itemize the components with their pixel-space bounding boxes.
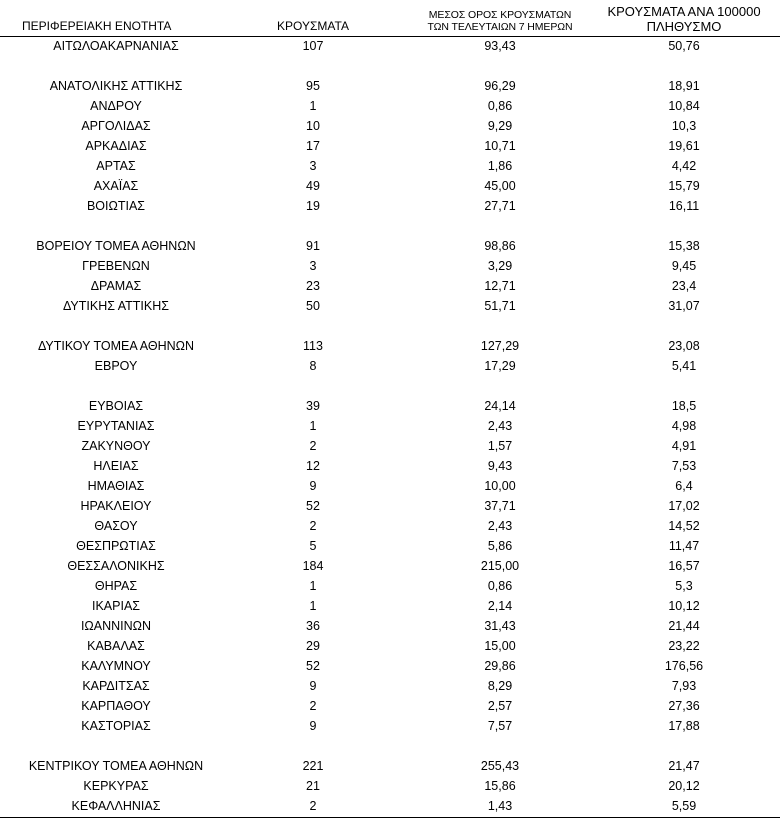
cases-cell: 21 [306, 779, 320, 793]
table-row [0, 396, 780, 416]
cases-cell: 19 [306, 199, 320, 213]
cases-cell: 39 [306, 399, 320, 413]
cases-cell: 1 [309, 99, 317, 113]
per100k-cell: 7,93 [671, 679, 697, 693]
per100k-cell: 5,3 [675, 579, 693, 593]
header-region: ΠΕΡΙΦΕΡΕΙΑΚΗ ΕΝΟΤΗΤΑ [22, 19, 172, 33]
table-row [0, 456, 780, 476]
per100k-cell: 20,12 [668, 779, 700, 793]
per100k-cell: 31,07 [668, 299, 700, 313]
per100k-cell: 18,91 [668, 79, 700, 93]
region-cell: ΒΟΙΩΤΙΑΣ [86, 199, 146, 213]
per100k-cell: 10,3 [671, 119, 697, 133]
region-cell: ΑΝΔΡΟΥ [90, 99, 142, 113]
cases-cell: 2 [309, 799, 317, 813]
region-cell: ΚΑΒΑΛΑΣ [87, 639, 145, 653]
table-row [0, 676, 780, 696]
region-cell: ΑΡΓΟΛΙΔΑΣ [81, 119, 151, 133]
avg7-cell: 8,29 [487, 679, 513, 693]
per100k-cell: 7,53 [671, 459, 697, 473]
table-row [0, 336, 780, 356]
avg7-cell: 15,00 [484, 639, 516, 653]
table-row [0, 796, 780, 816]
region-cell: ΚΑΡΔΙΤΣΑΣ [82, 679, 150, 693]
region-cell: ΑΙΤΩΛΟΑΚΑΡΝΑΝΙΑΣ [53, 39, 179, 53]
spacer-row [0, 736, 780, 756]
region-cell: ΕΥΡΥΤΑΝΙΑΣ [77, 419, 155, 433]
per100k-cell: 15,38 [668, 239, 700, 253]
avg7-cell: 9,43 [487, 459, 513, 473]
table-row [0, 96, 780, 116]
avg7-cell: 15,86 [484, 779, 516, 793]
avg7-cell: 3,29 [487, 259, 513, 273]
avg7-cell: 10,71 [484, 139, 516, 153]
cases-cell: 5 [309, 539, 317, 553]
region-cell: ΓΡΕΒΕΝΩΝ [82, 259, 150, 273]
avg7-cell: 1,86 [487, 159, 513, 173]
avg7-cell: 37,71 [484, 499, 516, 513]
region-cell: ΖΑΚΥΝΘΟΥ [81, 439, 151, 453]
per100k-cell: 9,45 [671, 259, 697, 273]
region-cell: ΕΥΒΟΙΑΣ [88, 399, 144, 413]
cases-cell: 49 [306, 179, 320, 193]
avg7-cell: 7,57 [487, 719, 513, 733]
table-row [0, 36, 780, 56]
per100k-cell: 17,88 [668, 719, 700, 733]
table-row [0, 516, 780, 536]
per100k-cell: 17,02 [668, 499, 700, 513]
cases-cell: 2 [309, 439, 317, 453]
cases-cell: 95 [306, 79, 320, 93]
avg7-cell: 2,57 [487, 699, 513, 713]
avg7-cell: 96,29 [484, 79, 516, 93]
avg7-cell: 51,71 [484, 299, 516, 313]
table-body [0, 36, 780, 816]
region-cell: ΘΕΣΠΡΩΤΙΑΣ [76, 539, 156, 553]
cases-cell: 52 [306, 659, 320, 673]
table-row [0, 296, 780, 316]
per100k-cell: 6,4 [675, 479, 693, 493]
spacer-row [0, 56, 780, 76]
cases-cell: 1 [309, 419, 317, 433]
cases-cell: 8 [309, 359, 317, 373]
table-row [0, 236, 780, 256]
avg7-cell: 9,29 [487, 119, 513, 133]
region-cell: ΔΥΤΙΚΗΣ ΑΤΤΙΚΗΣ [63, 299, 169, 313]
header-per100k: ΚΡΟΥΣΜΑΤΑ ΑΝΑ 100000 ΠΛΗΘΥΣΜΟ [607, 4, 761, 34]
per100k-cell: 50,76 [668, 39, 700, 53]
per100k-cell: 21,47 [668, 759, 700, 773]
region-cell: ΚΑΡΠΑΘΟΥ [81, 699, 151, 713]
cases-cell: 2 [309, 699, 317, 713]
avg7-cell: 255,43 [480, 759, 520, 773]
region-cell: ΚΕΦΑΛΛΗΝΙΑΣ [71, 799, 161, 813]
cases-cell: 1 [309, 579, 317, 593]
per100k-cell: 10,12 [668, 599, 700, 613]
per100k-cell: 15,79 [668, 179, 700, 193]
table-row [0, 556, 780, 576]
avg7-cell: 1,43 [487, 799, 513, 813]
cases-cell: 184 [302, 559, 324, 573]
table-row [0, 756, 780, 776]
per100k-cell: 4,91 [671, 439, 697, 453]
avg7-cell: 31,43 [484, 619, 516, 633]
region-cell: ΗΜΑΘΙΑΣ [87, 479, 145, 493]
region-cell: ΚΑΛΥΜΝΟΥ [81, 659, 151, 673]
table-row [0, 116, 780, 136]
avg7-cell: 45,00 [484, 179, 516, 193]
table-row [0, 656, 780, 676]
spacer-row [0, 316, 780, 336]
avg7-cell: 127,29 [480, 339, 520, 353]
cases-cell: 29 [306, 639, 320, 653]
avg7-cell: 27,71 [484, 199, 516, 213]
region-cell: ΑΧΑΪΑΣ [93, 179, 139, 193]
avg7-cell: 17,29 [484, 359, 516, 373]
per100k-cell: 16,11 [668, 199, 700, 213]
per100k-cell: 23,22 [668, 639, 700, 653]
region-cell: ΚΕΝΤΡΙΚΟΥ ΤΟΜΕΑ ΑΘΗΝΩΝ [28, 759, 204, 773]
cases-cell: 2 [309, 519, 317, 533]
avg7-cell: 1,57 [487, 439, 513, 453]
per100k-cell: 14,52 [668, 519, 700, 533]
table-row [0, 496, 780, 516]
avg7-cell: 10,00 [484, 479, 516, 493]
avg7-cell: 93,43 [484, 39, 516, 53]
table-row [0, 616, 780, 636]
table-row [0, 156, 780, 176]
table-row [0, 716, 780, 736]
region-cell: ΑΡΤΑΣ [96, 159, 136, 173]
table-header [0, 0, 780, 37]
table-row [0, 176, 780, 196]
per100k-cell: 18,5 [671, 399, 697, 413]
cases-cell: 23 [306, 279, 320, 293]
avg7-cell: 2,43 [487, 419, 513, 433]
cases-cell: 36 [306, 619, 320, 633]
table-row [0, 636, 780, 656]
cases-cell: 1 [309, 599, 317, 613]
cases-cell: 107 [302, 39, 324, 53]
table-row [0, 476, 780, 496]
header-cases: ΚΡΟΥΣΜΑΤΑ [277, 19, 349, 33]
cases-cell: 52 [306, 499, 320, 513]
cases-cell: 9 [309, 679, 317, 693]
avg7-cell: 12,71 [484, 279, 516, 293]
avg7-cell: 2,43 [487, 519, 513, 533]
region-cell: ΙΩΑΝΝΙΝΩΝ [80, 619, 152, 633]
per100k-cell: 23,08 [668, 339, 700, 353]
region-cell: ΑΡΚΑΔΙΑΣ [85, 139, 147, 153]
per100k-cell: 21,44 [668, 619, 700, 633]
region-cell: ΔΥΤΙΚΟΥ ΤΟΜΕΑ ΑΘΗΝΩΝ [37, 339, 195, 353]
cases-cell: 3 [309, 259, 317, 273]
avg7-cell: 5,86 [487, 539, 513, 553]
cases-cell: 9 [309, 719, 317, 733]
region-cell: ΕΒΡΟΥ [94, 359, 138, 373]
per100k-cell: 176,56 [664, 659, 704, 673]
table-row [0, 776, 780, 796]
region-cell: ΚΕΡΚΥΡΑΣ [83, 779, 149, 793]
region-cell: ΚΑΣΤΟΡΙΑΣ [81, 719, 151, 733]
table-row [0, 276, 780, 296]
table-row [0, 436, 780, 456]
spacer-row [0, 216, 780, 236]
region-cell: ΒΟΡΕΙΟΥ ΤΟΜΕΑ ΑΘΗΝΩΝ [36, 239, 196, 253]
region-cell: ΗΛΕΙΑΣ [93, 459, 139, 473]
cases-cell: 10 [306, 119, 320, 133]
avg7-cell: 98,86 [484, 239, 516, 253]
region-cell: ΘΕΣΣΑΛΟΝΙΚΗΣ [67, 559, 165, 573]
region-cell: ΔΡΑΜΑΣ [90, 279, 142, 293]
cases-cell: 50 [306, 299, 320, 313]
spacer-row [0, 376, 780, 396]
per100k-cell: 4,42 [671, 159, 697, 173]
table-row [0, 576, 780, 596]
cases-cell: 91 [306, 239, 320, 253]
cases-cell: 9 [309, 479, 317, 493]
table-row [0, 136, 780, 156]
per100k-cell: 5,59 [671, 799, 697, 813]
avg7-cell: 2,14 [487, 599, 513, 613]
per100k-cell: 4,98 [671, 419, 697, 433]
cases-cell: 3 [309, 159, 317, 173]
region-cell: ΘΑΣΟΥ [94, 519, 138, 533]
per100k-cell: 23,4 [671, 279, 697, 293]
cases-cell: 221 [302, 759, 324, 773]
region-cell: ΘΗΡΑΣ [94, 579, 138, 593]
cases-cell: 113 [303, 339, 323, 353]
per100k-cell: 5,41 [671, 359, 697, 373]
region-cell: ΑΝΑΤΟΛΙΚΗΣ ΑΤΤΙΚΗΣ [49, 79, 183, 93]
cases-cell: 17 [306, 139, 320, 153]
per100k-cell: 19,61 [668, 139, 700, 153]
avg7-cell: 0,86 [487, 99, 513, 113]
table-row [0, 256, 780, 276]
table-row [0, 196, 780, 216]
per100k-cell: 16,57 [668, 559, 700, 573]
table-row [0, 536, 780, 556]
table-row [0, 416, 780, 436]
avg7-cell: 0,86 [487, 579, 513, 593]
per100k-cell: 10,84 [668, 99, 700, 113]
region-cell: ΙΚΑΡΙΑΣ [91, 599, 141, 613]
table-row [0, 696, 780, 716]
table-row [0, 596, 780, 616]
avg7-cell: 24,14 [484, 399, 516, 413]
avg7-cell: 29,86 [484, 659, 516, 673]
per100k-cell: 27,36 [668, 699, 700, 713]
table-row [0, 76, 780, 96]
avg7-cell: 215,00 [480, 559, 520, 573]
per100k-cell: 11,47 [668, 539, 700, 553]
region-cell: ΗΡΑΚΛΕΙΟΥ [80, 499, 152, 513]
cases-cell: 12 [306, 459, 320, 473]
table-row [0, 356, 780, 376]
header-avg7: ΜΕΣΟΣ ΟΡΟΣ ΚΡΟΥΣΜΑΤΩΝ ΤΩΝ ΤΕΛΕΥΤΑΙΩΝ 7 ΗΜΕΡΩΝ [427, 9, 573, 33]
